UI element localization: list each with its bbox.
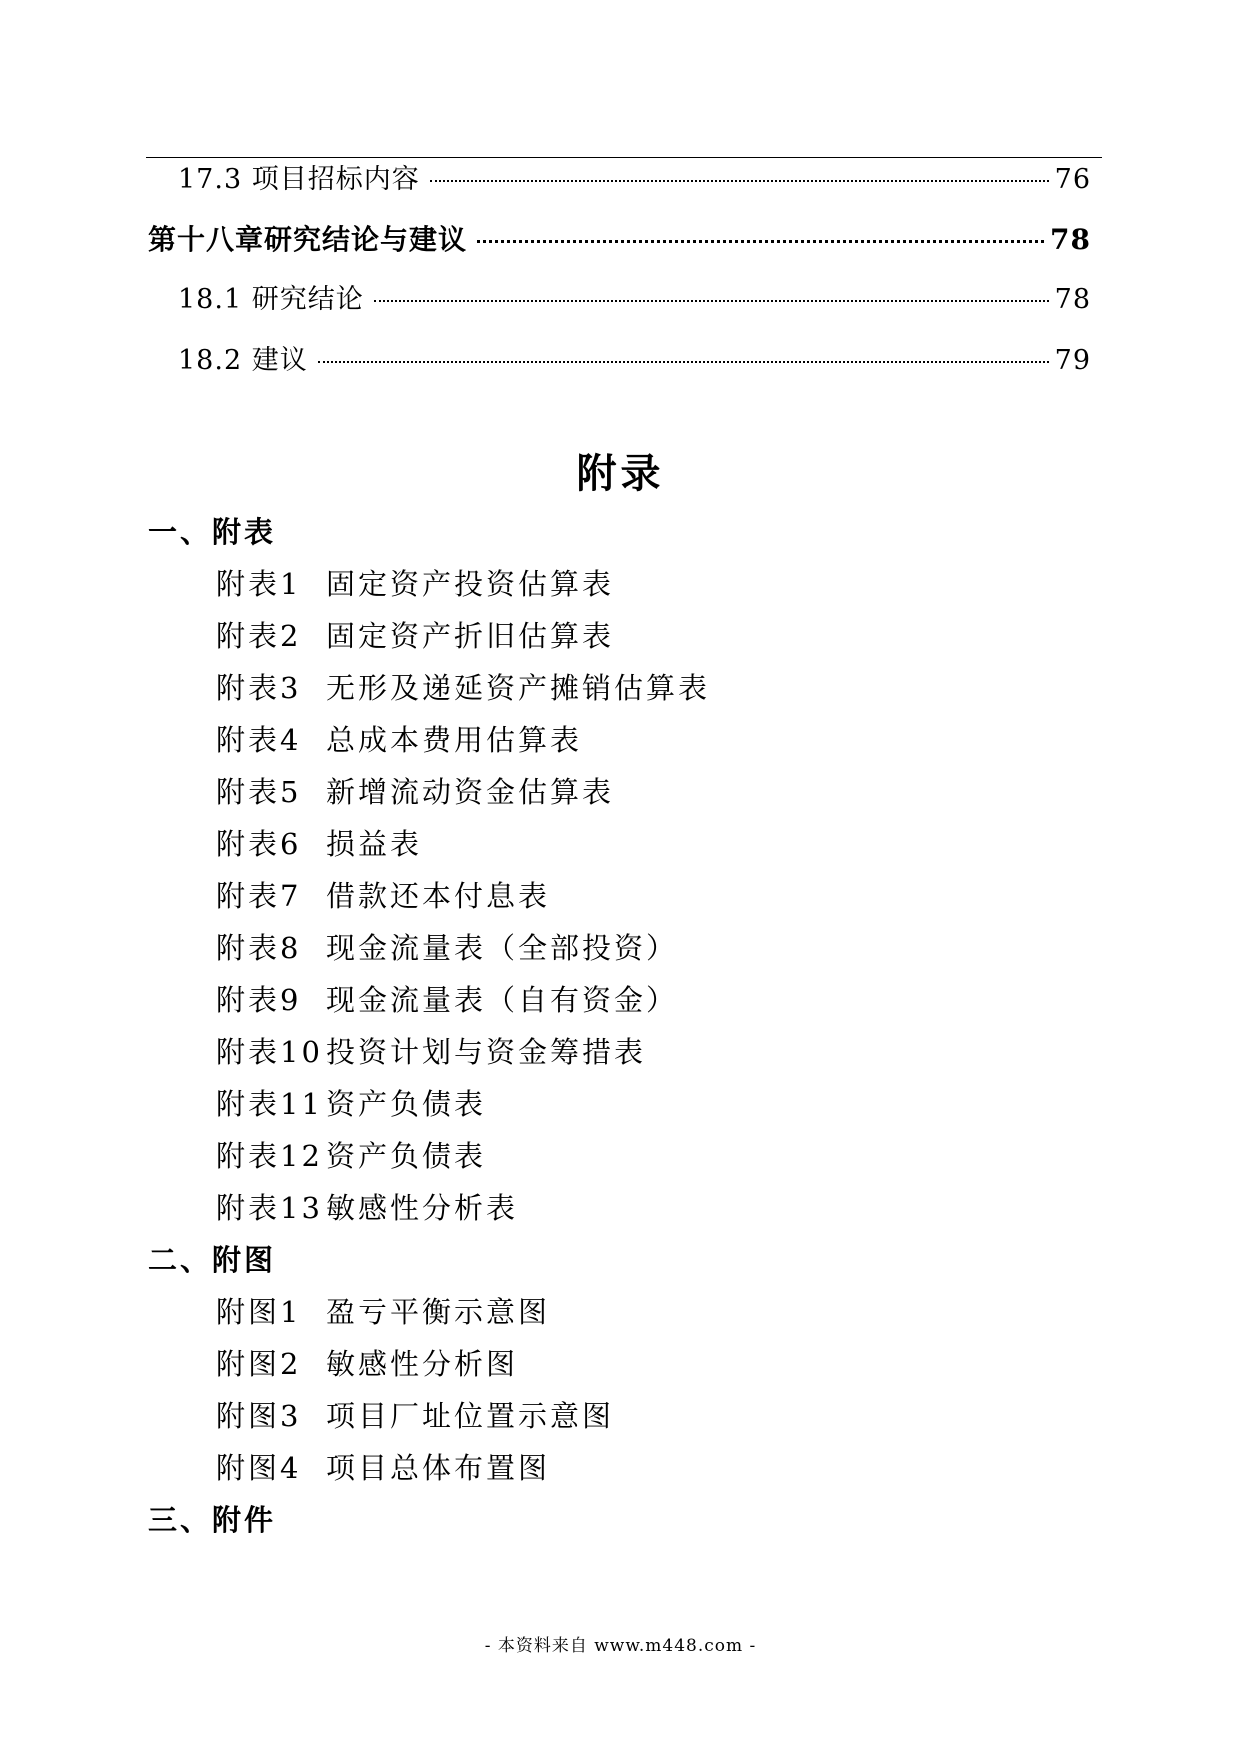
item-number: 附表11 (216, 1087, 323, 1121)
list-item (216, 1292, 550, 1332)
item-text: 现金流量表（自有资金） (326, 983, 679, 1017)
toc-entry-label: 18.1 研究结论 (178, 284, 364, 315)
item-number: 附表4 (216, 723, 302, 757)
item-text: 敏感性分析表 (326, 1191, 519, 1225)
list-item (216, 1084, 486, 1124)
item-number: 附表8 (216, 931, 302, 965)
dot-leader (477, 240, 1044, 243)
item-text: 总成本费用估算表 (326, 723, 583, 757)
item-text: 现金流量表（全部投资） (326, 931, 679, 965)
list-item (216, 616, 614, 656)
item-text: 新增流动资金估算表 (326, 775, 615, 809)
item-text: 盈亏平衡示意图 (326, 1295, 551, 1329)
list-item (216, 1032, 646, 1072)
item-number: 附图2 (216, 1347, 302, 1381)
toc-entry-page: 78 (1050, 223, 1091, 256)
item-text: 敏感性分析图 (326, 1347, 519, 1381)
item-text: 项目总体布置图 (326, 1451, 551, 1485)
list-item (216, 980, 678, 1020)
list-item (216, 720, 582, 760)
section-heading-tables: 一、附表 (148, 515, 277, 549)
item-number: 附表9 (216, 983, 302, 1017)
item-text: 项目厂址位置示意图 (326, 1399, 615, 1433)
list-item (216, 1448, 550, 1488)
dot-leader (374, 300, 1049, 302)
list-item (216, 1344, 518, 1384)
section-heading-attachments: 三、附件 (148, 1503, 277, 1537)
item-number: 附图4 (216, 1451, 302, 1485)
item-number: 附表3 (216, 671, 302, 705)
toc-entry[interactable] (0, 280, 1241, 320)
item-text: 资产负债表 (326, 1087, 487, 1121)
item-text: 投资计划与资金筹措表 (326, 1035, 647, 1069)
item-number: 附表13 (216, 1191, 323, 1225)
dot-leader (430, 180, 1049, 182)
toc-entry-page: 76 (1054, 164, 1091, 195)
toc-entry-label: 18.2 建议 (178, 345, 308, 376)
list-item (216, 668, 710, 708)
item-number: 附图1 (216, 1295, 302, 1329)
item-number: 附表7 (216, 879, 302, 913)
list-item (216, 824, 422, 864)
list-item (216, 772, 614, 812)
item-number: 附表10 (216, 1035, 323, 1069)
list-item (216, 564, 614, 604)
item-text: 损益表 (326, 827, 423, 861)
header-rule (146, 157, 1102, 158)
toc-entry-page: 79 (1054, 345, 1091, 376)
toc-entry-page: 78 (1054, 284, 1091, 315)
list-item (216, 1188, 518, 1228)
item-number: 附表6 (216, 827, 302, 861)
item-text: 固定资产投资估算表 (326, 567, 615, 601)
toc-entry[interactable] (0, 160, 1241, 200)
toc-chapter-entry[interactable] (0, 220, 1241, 260)
item-text: 资产负债表 (326, 1139, 487, 1173)
item-number: 附表12 (216, 1139, 323, 1173)
dot-leader (318, 361, 1049, 363)
item-number: 附表2 (216, 619, 302, 653)
toc-entry[interactable] (0, 341, 1241, 381)
list-item (216, 928, 678, 968)
item-number: 附图3 (216, 1399, 302, 1433)
appendix-title: 附录 (576, 450, 665, 497)
toc-entry-label: 第十八章研究结论与建议 (148, 223, 468, 256)
page-footer: - 本资料来自 www.m448.com - (484, 1636, 757, 1656)
item-number: 附表1 (216, 567, 302, 601)
toc-entry-label: 17.3 项目招标内容 (178, 164, 420, 195)
item-text: 无形及递延资产摊销估算表 (326, 671, 711, 705)
list-item (216, 1136, 486, 1176)
list-item (216, 876, 550, 916)
section-heading-figures: 二、附图 (148, 1243, 277, 1277)
item-text: 借款还本付息表 (326, 879, 551, 913)
item-number: 附表5 (216, 775, 302, 809)
item-text: 固定资产折旧估算表 (326, 619, 615, 653)
list-item (216, 1396, 614, 1436)
